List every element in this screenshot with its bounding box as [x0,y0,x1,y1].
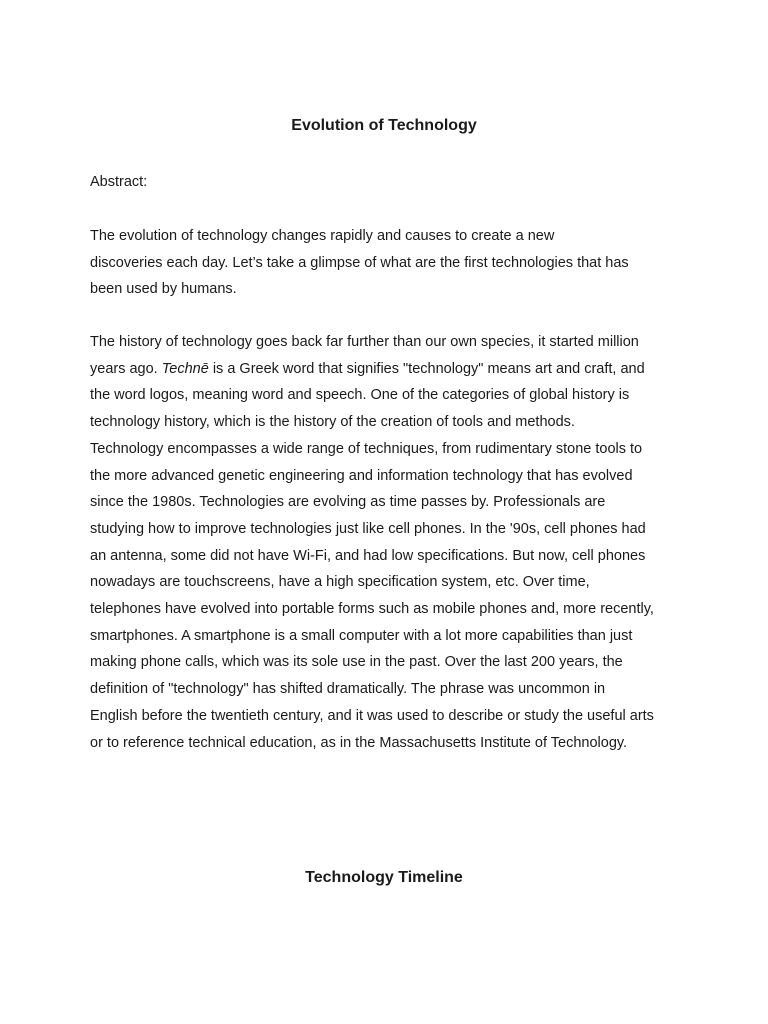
paragraph-line: making phone calls, which was its sole use in the past. Over the last 200 years, the [90,654,623,671]
paragraph-line: been used by humans. [90,281,237,298]
paragraph-line: or to reference technical education, as in the Massachusetts Institute of Technology. [90,734,628,751]
paragraph-line: definition of "technology" has shifted dramatically. The phrase was uncommon in [90,681,606,698]
abstract-label: Abstract: [90,174,148,190]
paragraph-line: the word logos, meaning word and speech. One of the categories of global history is [90,387,630,404]
paragraph-line: telephones have evolved into portable forms such as mobile phones and, more recently, [90,601,654,618]
paragraph-line [90,356,654,383]
paragraph-line: the more advanced genetic engineering and information technology that has evolved [90,467,633,484]
paragraph-line: since the 1980s. Technologies are evolving as time passes by. Professionals are [90,494,606,511]
text-run: is a Greek word that signifies "technology" means art and craft, and [208,360,645,377]
paragraph-line: an antenna, some did not have Wi-Fi, and had low specifications. But now, cell phones [90,547,646,564]
paragraph-line: studying how to improve technologies just like cell phones. In the '90s, cell phones had [90,520,646,537]
paragraph-line: technology history, which is the history of the creation of tools and methods. [90,414,575,431]
paragraph-line: The evolution of technology changes rapidly and causes to create a new [90,228,555,244]
italic-term: Technē [161,360,209,377]
paragraph-line: smartphones. A smartphone is a small computer with a lot more capabilities than just [90,627,633,644]
paragraph-line: nowadays are touchscreens, have a high specification system, etc. Over time, [90,574,590,591]
paragraph-line: English before the twentieth century, and it was used to describe or study the useful arts [90,707,654,724]
section-title: Technology Timeline [305,869,463,886]
history-paragraph [90,329,654,756]
document-title: Evolution of Technology [291,117,477,134]
abstract-paragraph [90,223,629,303]
paragraph-line: Technology encompasses a wide range of techniques, from rudimentary stone tools to [90,440,643,457]
text-run: years ago. [90,360,162,377]
paragraph-line: discoveries each day. Let’s take a glimpse of what are the first technologies that has [90,254,629,271]
paragraph-line: The history of technology goes back far further than our own species, it started million [90,334,639,350]
